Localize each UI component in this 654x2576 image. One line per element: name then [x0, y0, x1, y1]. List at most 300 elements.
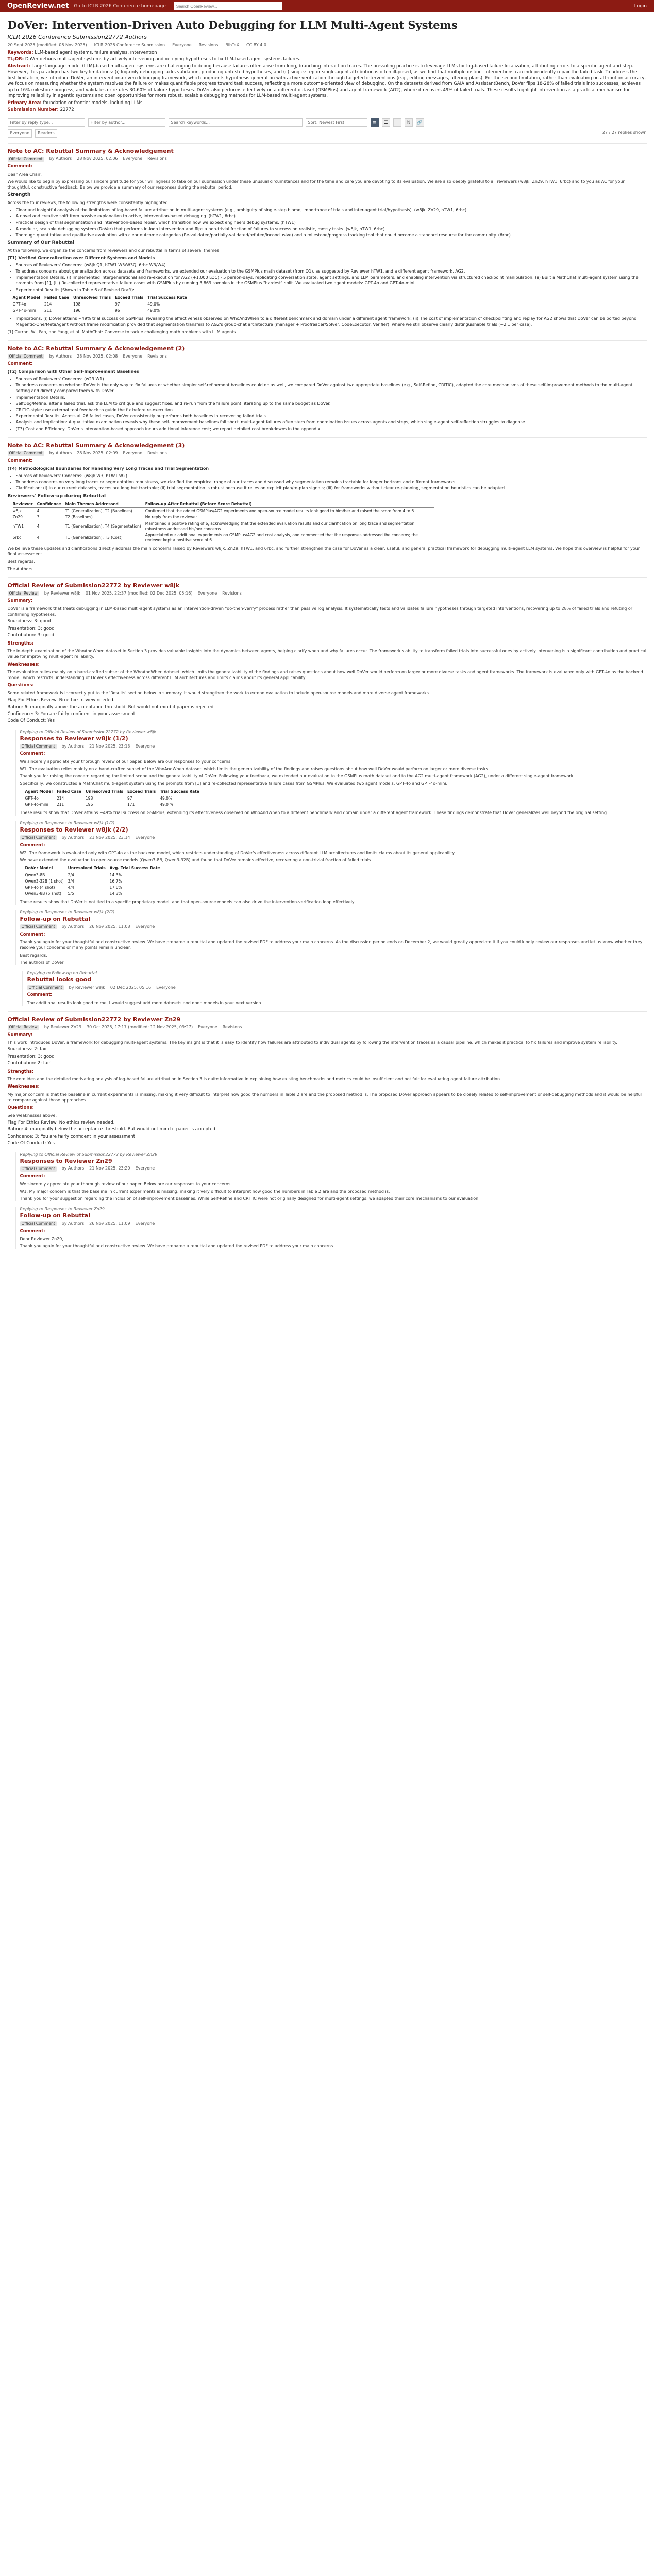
- response-author: by Reviewer w8jk: [69, 985, 105, 990]
- paragraph: Thank you for raising the concern regarding the limited scope and the generalizability of DoVer. Following your feedback, we extended our evaluation to the GSMPlus math dataset and to the AG2 multi-agent framework (AG2), under a different single-agent framework.: [20, 774, 575, 779]
- contribution: Contribution: 2: fair: [7, 1061, 51, 1066]
- reply-context[interactable]: Replying to Official Review of Submission22772 by Reviewer w8jk: [20, 729, 157, 734]
- everyone-toggle[interactable]: Everyone: [8, 129, 32, 138]
- table-cell: T1 (Generalization), T2 (Baselines): [65, 509, 132, 514]
- comment-label: Comment:: [27, 992, 53, 998]
- paragraph: Thank you again for your thoughtful and constructive review. We have prepared a rebuttal and updated the revised PDF to address your main concerns.: [20, 1244, 334, 1249]
- comment-label: Comment:: [7, 164, 33, 170]
- primary-area-field: [8, 100, 647, 106]
- abstract-label: Abstract:: [7, 63, 30, 69]
- table-cell: Qwen3-32B (1 shot): [25, 878, 64, 884]
- paragraph: We have extended the evaluation to open-source models (Qwen3-8B, Qwen3-32B) and found that DoVer remains effective, recovering a non-trivial fraction of failed trials.: [20, 858, 372, 863]
- response-readers: Everyone: [135, 835, 155, 840]
- license-link[interactable]: CC BY 4.0: [246, 43, 266, 48]
- table-cell: 4: [37, 509, 40, 514]
- response-title[interactable]: Follow-up on Rebuttal: [20, 1212, 91, 1219]
- questions-label: Questions:: [7, 1105, 34, 1111]
- response-date: 26 Nov 2025, 11:09: [89, 1221, 130, 1226]
- review-date: 01 Nov 2025, 22:37 (modified: 02 Dec 2025, 05:16): [85, 590, 193, 596]
- table-header: Failed Case: [57, 789, 86, 795]
- paragraph: We would like to begin by expressing our sincere gratitude for your willingness to take on our submission under these unusual circumstances and for the time and care you are devoting to its evaluation. We are also deeply grateful to all reviewers (w8jk, Zn29, hTW1, 6rbc) and to you as AC for your thoughtful, constructive feedback. Below we provide a summary of our responses during the rebuttal period.: [7, 179, 625, 190]
- code-of-conduct: Code Of Conduct: Yes: [7, 1141, 55, 1146]
- table-cell: 198: [86, 795, 93, 801]
- paragraph: Thank you for your suggestion regarding the inclusion of self-improvement baselines. While Self-Refine and CRITIC were not originally designed for multi-agent settings, we adapted their core mechanisms to our evaluation.: [20, 1196, 480, 1201]
- list-item: • To address concerns about generalization across datasets and frameworks, we extended our evaluation to the GSMPlus math dataset (from Q1), as suggested by Reviewer hTW1, and a different agent framework, AG2.: [16, 268, 647, 274]
- paragraph: W2. The framework is evaluated only with GPT-4o as the backend model, which restricts understanding of DoVer's effectiveness across different LLM architectures and limits claims about its general applicability.: [20, 851, 456, 856]
- review-signature: [8, 591, 647, 597]
- forum-container: [5, 12, 650, 1255]
- comment-label: Comment:: [7, 361, 33, 367]
- note-rebuttal-summary-3: [8, 437, 647, 572]
- note-title[interactable]: Note to AC: Rebuttal Summary & Acknowledgement: [7, 147, 174, 155]
- table-cell: 96: [115, 308, 120, 313]
- reply-context[interactable]: Replying to Responses to Reviewer Zn29: [20, 1207, 105, 1212]
- response-w8jk-1: [15, 730, 647, 816]
- reference: [1] Curran, Wi, Fan, and Yang, et al. MathChat: Converse to tackle challenging math problems with LLM agents.: [7, 329, 237, 334]
- table-row: [13, 301, 191, 308]
- response-signature: [20, 924, 647, 930]
- sort-select[interactable]: Sort: Newest First: [306, 118, 367, 127]
- table-cell: T1 (Generalization), T3 (Cost): [65, 535, 123, 540]
- list-item: • Implementation Details: (i) Implemented intergenerational and re-execution for AG2 (+1,000 LOC) - 5 person-days, replicating conversation state, agent settings, and LLM parameters, and enabling intervention via structured checkpoint manipulation; (ii) Built a MathChat multi-agent system using the prompts from [1], (iii) Re-collected representative failure cases with GSMPlus by running 3,869 samples in the GSMPlus "hardest" split. We evaluated two agent models: GPT-4o and GPT-4o-mini.: [16, 275, 647, 286]
- review-revisions-link[interactable]: Revisions: [222, 1024, 242, 1029]
- meta-date: 20 Sept 2025 (modified: 06 Nov 2025): [7, 43, 87, 48]
- list-item: • Implications: (i) DoVer attains ~49% trial success on GSMPlus, revealing the effectiveness observed on WhoAndWhen to a different benchmark and domain under a different agent framework. (ii) The cost of implementation of checkpointing and replay for AG2 shows that DoVer can be ported beyond Magentic-One/MetaAgent without frame modification provided that segmentation transfers to AG2's group-chat architecture (manager + Proofreader/Solver, CodeExecutor, Verifier), where we still observe clearly distinguishable trials (~2.1 per case).: [16, 316, 647, 327]
- review-author: by Reviewer w8jk: [44, 590, 80, 596]
- response-w8jk-2: [15, 821, 647, 905]
- response-author: by Authors: [61, 835, 85, 840]
- table-cell: 211: [56, 802, 64, 807]
- weaknesses-label: Weaknesses:: [7, 1084, 40, 1090]
- response-date: 26 Nov 2025, 11:08: [89, 924, 130, 929]
- filter-controls: [8, 118, 647, 127]
- response-readers: Everyone: [156, 985, 176, 990]
- theme-list: [16, 376, 647, 432]
- table-row: [25, 878, 164, 885]
- bibtex-link[interactable]: BibTeX: [225, 43, 240, 48]
- paragraph: We believe these updates and clarifications directly address the main concerns raised by Reviewers w8jk, Zn29, hTW1, and 6rbc, and further strengthen the case for DoVer as a clear, useful, and general practical framework for debugging multi-agent LLM systems. We hope this overview is helpful for your final assessment.: [7, 546, 640, 557]
- list-item: • Clarification: (i) In our current datasets, traces are long but tractable; (ii) trial segmentation is robust because it relies on explicit plan/re-plan signals; (iii) for frameworks without clear re-planning, segmentation heuristics can be adapted.: [16, 485, 647, 491]
- note-title[interactable]: Note to AC: Rebuttal Summary & Acknowledgement (2): [7, 345, 185, 352]
- review-date: 30 Oct 2025, 17:17 (modified: 12 Nov 2025, 09:27): [87, 1024, 193, 1029]
- table-cell: 2/4: [68, 872, 74, 877]
- strengths-label: Strengths:: [7, 640, 34, 646]
- table-row: [13, 514, 434, 520]
- response-author: by Authors: [61, 1221, 85, 1226]
- table-cell: 4/4: [68, 885, 74, 890]
- table-row: [13, 521, 434, 532]
- table-cell: 6rbc: [12, 535, 22, 540]
- questions-label: Questions:: [7, 683, 34, 688]
- note-rebuttal-summary-2: [8, 340, 647, 432]
- keyword-search[interactable]: Search keywords...: [169, 118, 303, 127]
- reply-count: 27 / 27 replies shown: [602, 130, 647, 135]
- table-row: [25, 872, 164, 878]
- response-readers: Everyone: [135, 924, 155, 929]
- strength-heading: Strength: [7, 192, 31, 198]
- table-cell: 214: [56, 795, 64, 801]
- response-readers: Everyone: [135, 743, 155, 749]
- note-author: by Authors: [49, 156, 72, 161]
- note-signature: [8, 156, 647, 162]
- list-item: • CRITIC-style: use external tool feedback to guide the fix before re-execution.: [16, 407, 647, 413]
- table-header: Follow-up After Rebuttal (Before Score Rebuttal): [145, 501, 434, 508]
- list-item: • Practical design of trial segmentation and intervention-based repair, which transition how we expect engineers debug systems. (hTW1): [16, 219, 647, 225]
- response-date: 21 Nov 2025, 23:20: [89, 1166, 130, 1171]
- link-icon[interactable]: 🔗: [416, 118, 424, 127]
- summary-heading: Summary of Our Rebuttal: [7, 240, 75, 245]
- response-type-badge: Official Comment: [20, 924, 57, 929]
- paragraph: Across the four reviews, the following strengths were consistently highlighted:: [7, 200, 170, 205]
- response-title[interactable]: Follow-up on Rebuttal: [20, 916, 91, 923]
- paragraph: Dear Area Chair,: [7, 172, 42, 177]
- submission-number-value: 22772: [60, 107, 74, 113]
- response-type-badge: Official Comment: [20, 1166, 57, 1172]
- results-table: [25, 865, 164, 897]
- list-view-icon[interactable]: ≡: [371, 118, 379, 127]
- table-header: Trial Success Rate: [160, 789, 204, 795]
- table-cell: T2 (Baselines): [65, 515, 93, 520]
- review-title[interactable]: Official Review of Submission22772 by Reviewer w8jk: [7, 582, 180, 589]
- table-cell: 5/5: [68, 891, 74, 896]
- table-cell: GPT-4o: [25, 795, 39, 801]
- table-row: [13, 308, 191, 314]
- response-readers: Everyone: [135, 1221, 155, 1226]
- followup-w8jk: [15, 910, 647, 965]
- review-type-badge: Official Review: [8, 1025, 39, 1030]
- strengths-text: The core idea and the detailed motivating analysis of log-based failure attribution in Section 3 is quite informative in explaining how existing benchmarks and metrics could be insufficient and not fair for evaluating agent failure attribution.: [7, 1077, 501, 1082]
- search-input[interactable]: [174, 2, 282, 10]
- table-header: Unresolved Trials: [73, 295, 115, 301]
- paper-title: DoVer: Intervention-Driven Auto Debugging for LLM Multi-Agent Systems: [7, 19, 458, 31]
- list-item: • Sources of Reviewers' Concerns: (w8jk W3, hTW1 W2): [16, 473, 647, 479]
- weaknesses-text: The evaluation relies mainly on a hand-crafted subset of the WhoAndWhen dataset, which limits the generalizability of the findings and raises questions about how well DoVer would perform on larger or more diverse tasks and agent frameworks. The framework is evaluated only with GPT-4o as the backend model, which restricts understanding of DoVer's effectiveness across different LLM architectures and limits claims about its general applicability.: [7, 670, 643, 681]
- review-title[interactable]: Official Review of Submission22772 by Reviewer Zn29: [7, 1015, 181, 1023]
- table-cell: 171: [127, 802, 135, 807]
- table-cell: 4: [37, 535, 40, 540]
- table-cell: T1 (Generalization), T4 (Segmentation): [65, 523, 141, 529]
- comment-label: Comment:: [20, 1228, 45, 1234]
- table-header: Failed Case: [44, 295, 73, 301]
- table-header: DoVer Model: [25, 865, 68, 872]
- top-navbar: [0, 0, 654, 12]
- nested-view-icon[interactable]: ⋮: [393, 118, 401, 127]
- list-item: • Experimental Results (Shown in Table 6 of Revised Draft):: [16, 287, 647, 293]
- questions-text: See weaknesses above.: [7, 1113, 57, 1118]
- confidence: Confidence: 3: You are fairly confident in your assessment.: [7, 711, 137, 717]
- response-date: 21 Nov 2025, 23:13: [89, 743, 130, 749]
- table-cell: 14.3%: [109, 891, 122, 896]
- list-item: • Sources of Reviewers' Concerns: (w8jk Q1, hTW1 W3/W3Q, 6rbc W3/W4): [16, 262, 647, 268]
- note-author: by Authors: [49, 353, 72, 359]
- comment-label: Comment:: [7, 458, 33, 464]
- paragraph: W1. The evaluation relies mainly on a hand-crafted subset of the WhoAndWhen dataset, which limits the generalizability of the findings and raises questions about how well DoVer would perform on larger or more diverse tasks.: [20, 767, 490, 772]
- response-signature: [20, 744, 647, 750]
- revisions-link[interactable]: Revisions: [198, 43, 219, 48]
- submission-number-field: [8, 107, 647, 113]
- ethics-flag: Flag For Ethics Review: No ethics review needed.: [7, 698, 115, 703]
- table-cell: Qwen3-8B: [25, 872, 45, 877]
- list-item: • To address concerns on very long traces or segmentation robustness, we clarified the empirical range of our traces and discussed why segmentation remains tractable for longer horizons and different frameworks.: [16, 479, 647, 485]
- response-type-badge: Official Comment: [27, 985, 64, 990]
- paragraph: The additional results look good to me, I would suggest add more datasets and open models in your next version.: [27, 1000, 263, 1005]
- table-cell: 3: [37, 515, 40, 520]
- theme-list: [16, 262, 647, 293]
- table-cell: Appreciated our additional experiments on GSMPlus/AG2 and cost analysis, and commented that the responses addressed the concerns; the reviewer kept a positive score of 6.: [145, 532, 418, 543]
- table-cell: GPT-4o: [12, 301, 26, 307]
- response-readers: Everyone: [135, 1166, 155, 1171]
- weaknesses-label: Weaknesses:: [7, 662, 40, 667]
- note-type-badge: Official Comment: [8, 451, 44, 456]
- table-cell: 49.0%: [147, 308, 160, 313]
- note-date: 28 Nov 2025, 02:08: [77, 353, 118, 359]
- meta-readers: Everyone: [172, 43, 192, 48]
- list-item: • Sources of Reviewers' Concerns: (w29 W1): [16, 376, 647, 382]
- tldr-field: [8, 57, 647, 62]
- table-cell: 49.0 %: [160, 802, 174, 807]
- readers-dropdown[interactable]: Readers: [35, 129, 57, 138]
- primary-area-value: foundation or frontier models, including LLMs: [43, 100, 143, 106]
- note-readers: Everyone: [123, 353, 143, 359]
- table-header: Reviewer: [13, 501, 37, 508]
- response-title[interactable]: Responses to Reviewer w8jk (1/2): [20, 735, 128, 742]
- review-author: by Reviewer Zn29: [44, 1024, 82, 1029]
- paragraph: W1. My major concern is that the baseline in current experiments is missing, making it very difficult to interpret how good the numbers in Table 2 are and the proposed method is.: [20, 1189, 390, 1194]
- response-title[interactable]: Rebuttal looks good: [27, 976, 92, 983]
- review-revisions-link[interactable]: Revisions: [222, 590, 242, 596]
- table-header: Exceed Trials: [115, 295, 147, 301]
- response-date: 21 Nov 2025, 23:14: [89, 835, 130, 840]
- table-cell: 17.6%: [109, 885, 122, 890]
- table-header: Main Themes Addressed: [65, 501, 145, 508]
- table-header: Unresolved Trials: [86, 789, 127, 795]
- reply-context[interactable]: Replying to Responses to Reviewer w8jk (2/2): [20, 910, 115, 915]
- review-w8jk: [8, 577, 647, 724]
- table-cell: GPT-4o-mini: [25, 802, 48, 807]
- list-item: • A modular, scalable debugging system (DoVer) that performs in-loop intervention and flips a non-trivial fraction of failures to success on realistic, messy tasks. (w8jk, hTW1, 6rbc): [16, 226, 647, 232]
- reply-context[interactable]: Replying to Official Review of Submission22772 by Reviewer Zn29: [20, 1151, 158, 1157]
- response-date: 02 Dec 2025, 05:16: [110, 985, 152, 990]
- theme-heading: (T4) Methodological Boundaries for Handling Very Long Traces and Trial Segmentation: [7, 466, 209, 471]
- response-author: by Authors: [61, 1166, 85, 1171]
- rating: Rating: 6: marginally above the acceptance threshold. But would not mind if paper is rejected: [7, 704, 214, 710]
- reply-type-filter[interactable]: Filter by reply type...: [8, 118, 85, 127]
- summary-text: This work introduces DoVer, a framework for debugging multi-agent systems. The key insight is that it is easy to identify how failures are attributed to individual agents by following the intervention traces as a causal pipeline, which makes it practical to fix failures and improve system reliability.: [7, 1040, 617, 1045]
- theme-list: [16, 473, 647, 492]
- response-signature: [20, 1221, 647, 1227]
- table-cell: Maintained a positive rating of 6, acknowledging that the extended evaluation results and our clarification on long trace and segmentation robustness addressed his/her concerns.: [145, 521, 415, 531]
- response-signature: [27, 985, 647, 991]
- response-author: by Authors: [61, 924, 85, 929]
- table-cell: Qwen3-8B (5 shot): [25, 891, 61, 896]
- paragraph: These results show that DoVer is not tied to a specific proprietary model, and that open-source models can also drive the intervention-verification loop effectively.: [20, 900, 356, 905]
- table-cell: 214: [44, 301, 52, 307]
- table-cell: GPT-4o-mini: [12, 308, 36, 313]
- response-title[interactable]: Responses to Reviewer Zn29: [20, 1157, 112, 1164]
- response-signature: [20, 1166, 647, 1172]
- response-type-badge: Official Comment: [20, 835, 57, 840]
- meta-venue: ICLR 2026 Conference Submission: [94, 43, 165, 48]
- table-header: Agent Model: [25, 789, 57, 795]
- followup-table: [13, 501, 434, 544]
- paragraph: At the following, we organize the concerns from reviewers and our rebuttal in terms of several themes:: [7, 248, 221, 253]
- list-item: • To address concerns on whether DoVer is the only way to fix failures or whether simpler self-refinement baselines could do as well, we compared DoVer against two appropriate baselines (e.g., Self-Refine, CRITIC), adapted the core mechanisms of these self-improvement methods to the multi-agent setting and directly compared them with DoVer.: [16, 382, 647, 394]
- presentation: Presentation: 3: good: [7, 625, 55, 631]
- keywords-field: [8, 50, 647, 56]
- presentation: Presentation: 3: good: [7, 1054, 55, 1059]
- note-title[interactable]: Note to AC: Rebuttal Summary & Acknowledgement (3): [7, 442, 185, 449]
- results-table: [13, 295, 191, 314]
- paragraph: Best regards,: [20, 953, 47, 958]
- list-item: • Implementation Details:: [16, 395, 647, 400]
- list-item: • A novel and creative shift from passive explanation to active, intervention-based debugging. (hTW1, 6rbc): [16, 213, 647, 219]
- breadcrumb[interactable]: Go to ICLR 2026 Conference homepage: [74, 3, 166, 9]
- table-cell: 196: [86, 802, 93, 807]
- table-row: [25, 802, 204, 808]
- note-author: by Authors: [49, 450, 72, 455]
- login-link[interactable]: Login: [634, 3, 647, 9]
- questions-text: Some related framework is incorrectly put to the 'Results' section below in summary. It would strengthen the work to extend evaluation to include open-source models and more diverse agent frameworks.: [7, 690, 430, 696]
- table-cell: 4: [37, 523, 40, 529]
- ethics-flag: Flag For Ethics Review: No ethics review needed.: [7, 1120, 115, 1125]
- response-signature: [20, 835, 647, 841]
- table-cell: hTW1: [12, 523, 24, 529]
- summary-label: Summary:: [7, 1032, 33, 1038]
- soundness: Soundness: 2: fair: [7, 1047, 47, 1053]
- table-row: [13, 532, 434, 544]
- table-row: [25, 891, 164, 897]
- list-item: • (T3) Cost and Efficiency: DoVer's intervention-based approach incurs additional inference cost; we report detailed cost breakdowns in the appendix.: [16, 426, 647, 432]
- table-row: [25, 795, 204, 802]
- table-cell: 16.7%: [109, 878, 122, 884]
- code-of-conduct: Code Of Conduct: Yes: [7, 718, 55, 724]
- comment-label: Comment:: [20, 842, 45, 848]
- table-cell: w8jk: [12, 509, 22, 514]
- list-item: • Experimental Results: Across all 26 failed cases, DoVer consistently outperforms both baselines in recovering failed trials.: [16, 413, 647, 419]
- primary-area-label: Primary Area:: [7, 100, 42, 106]
- expand-icon[interactable]: ⇅: [405, 118, 413, 127]
- comment-label: Comment:: [20, 1174, 45, 1179]
- results-table: [25, 789, 204, 808]
- response-type-badge: Official Comment: [20, 744, 57, 749]
- table-cell: Zn29: [12, 515, 23, 520]
- implications-list: [16, 316, 647, 327]
- paragraph: The Authors: [7, 566, 33, 571]
- table-cell: 49.0%: [147, 301, 160, 307]
- followup-zn29: [15, 1207, 647, 1249]
- note-date: 28 Nov 2025, 02:09: [77, 450, 118, 455]
- table-cell: 97: [127, 795, 132, 801]
- response-zn29: [15, 1152, 647, 1201]
- keywords-label: Keywords:: [7, 49, 33, 55]
- paragraph: Thank you again for your thoughtful and constructive review. We have prepared a rebuttal and updated the revised PDF to address your main concerns. As the discussion period ends on December 2, we would greatly appreciate it if you could kindly review our responses and let us know whether they resolve your concerns or if any points remain unclear.: [20, 940, 643, 951]
- reviewer-reply-w8jk: [22, 971, 647, 1006]
- paragraph: We sincerely appreciate your thorough review of our paper. Below are our responses to your concerns:: [20, 759, 232, 764]
- site-logo[interactable]: OpenReview.net: [7, 2, 69, 10]
- table-row: [13, 508, 434, 515]
- table-cell: GPT-4o (4 shot): [25, 885, 55, 890]
- table-header: Trial Success Rate: [147, 295, 191, 301]
- thread-view-icon[interactable]: ☰: [382, 118, 390, 127]
- soundness: Soundness: 3: good: [7, 619, 51, 624]
- abstract-field: [8, 64, 647, 99]
- table-header: Agent Model: [13, 295, 44, 301]
- paragraph: Specifically, we constructed a MathChat multi-agent system using the prompts from [1] and re-collected representative failure cases from GSMPlus. We evaluated two agent models: GPT-4o and GPT-4o-mini.: [20, 781, 448, 786]
- table-cell: 211: [44, 308, 52, 313]
- note-signature: [8, 451, 647, 456]
- review-signature: [8, 1025, 647, 1030]
- note-readers: Everyone: [123, 450, 143, 455]
- note-revisions-link[interactable]: Revisions: [147, 156, 167, 161]
- table-cell: 198: [73, 301, 81, 307]
- table-cell: Confirmed that the added GSMPlus/AG2 experiments and open-source model results look good to him/her and raised the score from 4 to 6.: [145, 509, 415, 514]
- author-filter[interactable]: Filter by author...: [88, 118, 165, 127]
- note-revisions-link[interactable]: Revisions: [147, 450, 167, 455]
- table-cell: 196: [73, 308, 81, 313]
- note-revisions-link[interactable]: Revisions: [147, 353, 167, 359]
- paper-meta: [8, 43, 647, 48]
- reader-controls: [8, 129, 647, 138]
- review-zn29: [8, 1011, 647, 1147]
- list-item: • Clear and insightful analysis of the limitations of log-based failure attribution in multi-agent systems (e.g., ambiguity of single-step blame, importance of trials and inter-agent trial/hypothesis). (w8jk, Zn29, hTW1, 6rbc): [16, 207, 647, 213]
- reply-context[interactable]: Replying to Responses to Reviewer w8jk (1/2): [20, 821, 115, 826]
- paragraph: These results show that DoVer attains ~49% trial success on GSMPlus, extending its effectiveness observed on WhoAndWhen to a different benchmark and domain under a different agent framework. These findings demonstrate that DoVer generalizes well beyond the original setting.: [20, 810, 608, 815]
- strengths-text: The in-depth examination of the WhoAndWhen dataset in Section 3 provides valuable insights into the dynamics between agents, helping clarify when and why failures occur. The framework's ability to transform failed trials into successful ones by actively intervening is a significant contribution and practical value for improving multi-agent reliability.: [7, 649, 647, 659]
- table-cell: 49.0%: [160, 795, 173, 801]
- paper-venue: ICLR 2026 Conference Submission22772 Authors: [7, 33, 147, 41]
- note-signature: [8, 354, 647, 360]
- summary-label: Summary:: [7, 598, 33, 604]
- review-readers: Everyone: [198, 1024, 217, 1029]
- strengths-list: [16, 207, 647, 238]
- weaknesses-text: My major concern is that the baseline in current experiments is missing, making it very difficult to interpret how good the numbers in Table 2 are and the proposed method is. The proposed DoVer approach appears to be closely related to self-improvement or self-debugging methods and it would be helpful to compare against those approaches.: [7, 1092, 642, 1103]
- comment-label: Comment:: [20, 751, 45, 757]
- table-cell: 14.3%: [109, 872, 122, 877]
- theme-heading: (T1) Verified Generalization over Different Systems and Models: [7, 255, 155, 260]
- submission-number-label: Submission Number:: [7, 107, 59, 113]
- table-header: Unresolved Trials: [68, 865, 110, 872]
- tldr-label: TL;DR:: [7, 57, 24, 62]
- summary-text: DoVer is a framework that treats debugging in LLM-based multi-agent systems as an intervention-driven "do-then-verify" process rather than passive log analysis. It systematically tests and validates failure hypotheses through targeted interventions, recovering up to 28% of failed trials and refuting or confirming hypotheses.: [7, 606, 633, 617]
- paragraph: Dear Reviewer Zn29,: [20, 1236, 63, 1242]
- note-readers: Everyone: [123, 156, 143, 161]
- list-item: • Thorough quantitative and qualitative evaluation with clear outcome categories (Re-validated/partially-validated/refuted/inconclusive) and a milestone/progress tracking tool that could become a standard resource for the community. (6rbc): [16, 232, 647, 238]
- table-cell: 97: [115, 301, 120, 307]
- reply-context[interactable]: Replying to Follow-up on Rebuttal: [27, 970, 97, 975]
- paragraph: We sincerely appreciate your thorough review of our paper. Below are our responses to your concerns:: [20, 1181, 232, 1187]
- list-item: • Analysis and Implication: A qualitative examination reveals why these self-improvement baselines fall short: multi-agent failures often stem from coordination issues across agents and steps, which single-agent self-reflection struggles to diagnose.: [16, 419, 647, 425]
- response-author: by Authors: [61, 743, 85, 749]
- table-cell: 3/4: [68, 878, 74, 884]
- table-row: [25, 885, 164, 891]
- confidence: Confidence: 3: You are fairly confident in your assessment.: [7, 1133, 137, 1139]
- comment-label: Comment:: [20, 931, 45, 937]
- note-date: 28 Nov 2025, 02:06: [77, 156, 118, 161]
- abstract-value: Large language model (LLM)-based multi-agent systems are challenging to debug because failures often arise from long, branching interaction traces. The prevailing practice is to leverage LLMs for log-based failure localization, attributing errors to a specific agent and step. However, this paradigm has two key limitations: (i) log-only debugging lacks validation, producing untested hypotheses, and (ii) single-step or single-agent attribution is often ill-posed, as we find that multiple distinct interventions can independently repair the failed task. To address the first limitation, we introduce DoVer, an intervention-driven debugging framework, which augments hypothesis generation with active verification through targeted interventions (e.g., editing messages, altering plans). For the second limitation, rather than evaluating on attribution accuracy, we focus on measuring whether the system resolves the failure or makes quantifiable progress toward task success, reflecting a more outcome-oriented view of debugging. On the datasets derived from GAIA and AssistantBench, DoVer flips 18-28% of failed trials into successes, achieves up to 16% milestone progress, and validates or refutes 30-60% of failure hypotheses. DoVer also performs effectively on a different dataset (GSMPlus) and agent framework (AG2), where it recovers 49% of failed trials. These results highlight intervention as a practical mechanism for improving reliability in agentic systems and open opportunities for more robust, scalable debugging methods for LLM-based multi-agent systems.: [7, 63, 646, 99]
- review-readers: Everyone: [197, 590, 217, 596]
- paragraph: Best regards,: [7, 559, 35, 564]
- list-item: • SelfDbg/Refine: after a failed trial, ask the LLM to critique and suggest fixes, and re-run from the failure point, iterating up to the same budget as DoVer.: [16, 401, 647, 406]
- table-header: Exceed Trials: [127, 789, 160, 795]
- note-rebuttal-summary-1: [8, 143, 647, 335]
- contribution: Contribution: 3: good: [7, 633, 55, 638]
- table-cell: No reply from the reviewer.: [145, 515, 198, 520]
- response-title[interactable]: Responses to Reviewer w8jk (2/2): [20, 826, 128, 833]
- note-type-badge: Official Comment: [8, 157, 44, 162]
- response-type-badge: Official Comment: [20, 1221, 57, 1226]
- rating: Rating: 4: marginally below the acceptance threshold. But would not mind if paper is accepted: [7, 1127, 215, 1132]
- table-heading: Reviewers' Follow-up during Rebuttal: [7, 493, 106, 499]
